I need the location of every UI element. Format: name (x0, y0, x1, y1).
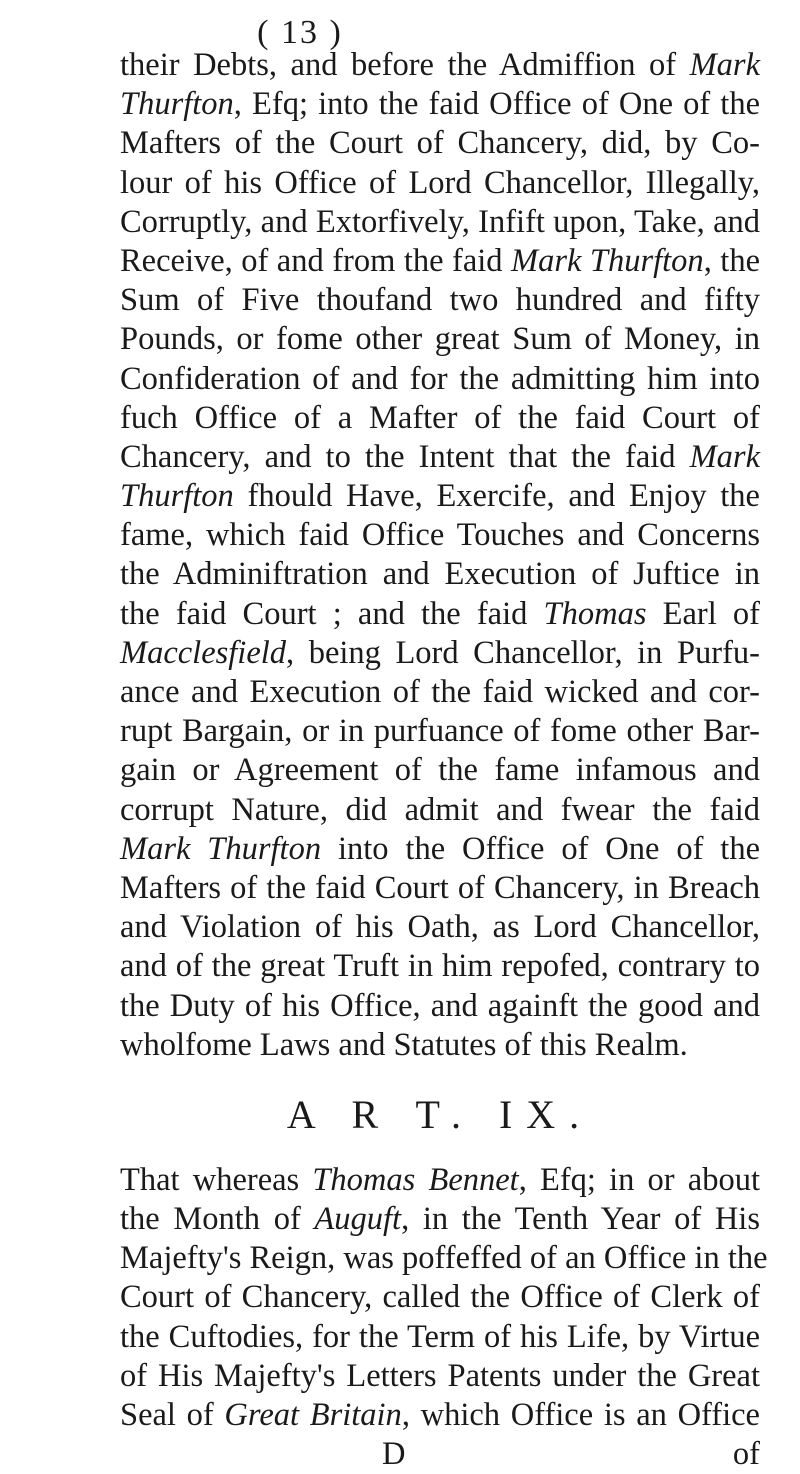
text-line: the faid Court ; and the faid Thomas Earl of (120, 595, 760, 632)
text-line: their Debts, and before the Admiffion of Mark (120, 47, 760, 83)
text-line: fame, which faid Office Touches and Concerns (120, 517, 760, 554)
catchword: of (732, 1436, 760, 1473)
body-text (120, 46, 768, 1474)
text-line: rupt Bargain, or in purfuance of fome other Bar- (120, 713, 760, 750)
text-line: Mafters of the faid Court of Chancery, in Breach (120, 869, 760, 906)
text-line: Court of Chancery, called the Office of Clerk of (120, 1279, 760, 1316)
text-line: corrupt Nature, did admit and fwear the faid (120, 791, 760, 828)
text-line: of His Majefty's Letters Patents under the Great (120, 1357, 760, 1394)
page-footer-line (120, 1435, 760, 1474)
text-line: Seal of Great Britain, which Office is an Office (120, 1397, 760, 1433)
text-line: the Month of Auguft, in the Tenth Year of His (120, 1201, 760, 1238)
text-line: the Adminiftration and Execution of Juftice in (120, 556, 760, 593)
text-line: That whereas Thomas Bennet, Efq; in or about (120, 1161, 760, 1198)
text-line: Receive, of and from the faid Mark Thurfton, the (120, 242, 760, 279)
article-heading: A R T. IX. (286, 1091, 594, 1137)
text-line: Majefty's Reign, was poffeffed of an Office in the (120, 1240, 768, 1277)
text-line: Mafters of the Court of Chancery, did, by Co- (120, 125, 760, 162)
text-line: Mark Thurfton into the Office of One of the (120, 830, 760, 867)
text-line: Pounds, or fome other great Sum of Money, in (120, 321, 760, 358)
text-line: Thurfton, Efq; into the faid Office of One of the (120, 86, 760, 123)
signature-mark: D (382, 1436, 406, 1473)
text-line: the Cuftodies, for the Term of his Life, by Virtue (120, 1318, 760, 1355)
text-line: Chancery, and to the Intent that the faid Mark (120, 438, 760, 475)
paragraph-article-8-conclusion (120, 46, 760, 1065)
text-line: Confideration of and for the admitting him into (120, 360, 760, 397)
text-line: and of the great Truft in him repofed, contrary to (120, 948, 760, 985)
text-line: Sum of Five thoufand two hundred and fifty (120, 282, 760, 319)
text-line: fuch Office of a Mafter of the faid Court of (120, 399, 760, 436)
text-line: and Violation of his Oath, as Lord Chancellor, (120, 909, 760, 946)
paragraph-article-9 (120, 1161, 768, 1435)
text-line: gain or Agreement of the fame infamous and (120, 752, 760, 789)
text-line: Corruptly, and Extorfively, Infift upon, Take, and (120, 203, 760, 240)
page-number: ( 13 ) (257, 14, 343, 51)
text-line: Thurfton fhould Have, Exercife, and Enjoy the (120, 478, 760, 515)
text-line: ance and Execution of the faid wicked and cor- (120, 674, 760, 710)
text-line: Macclesfield, being Lord Chancellor, in Purfu- (120, 634, 760, 671)
text-line: wholfome Laws and Statutes of this Realm. (120, 1026, 688, 1063)
text-line: lour of his Office of Lord Chancellor, Illegally, (120, 164, 760, 201)
text-line: the Duty of his Office, and againft the good and (120, 987, 760, 1024)
